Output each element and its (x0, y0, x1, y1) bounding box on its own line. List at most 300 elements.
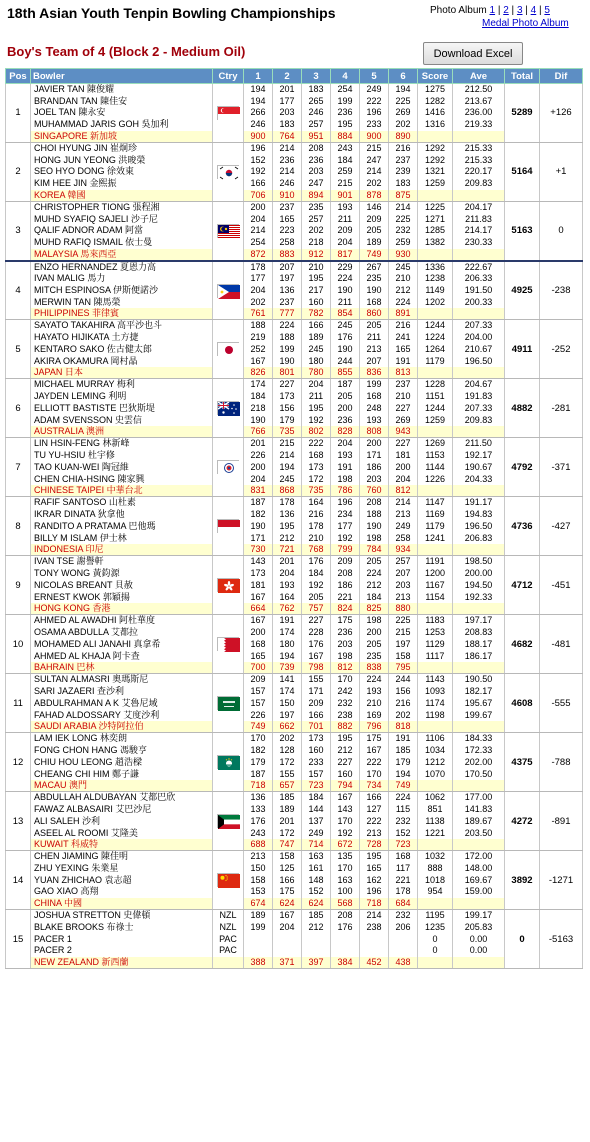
team-game-total: 739 (273, 662, 302, 674)
photo-album-nav: Photo Album 1 | 2 | 3 | 4 | 5 (430, 5, 550, 16)
average: 177.00 (453, 792, 505, 804)
game-score: 196 (244, 142, 273, 154)
game-score: 160 (331, 768, 360, 780)
team-total-row (6, 780, 583, 792)
bowler-row (6, 273, 583, 285)
game-score: 189 (244, 910, 273, 922)
series-score: 1212 (418, 756, 453, 768)
team-game-total: 714 (302, 839, 331, 851)
team-game-total: 824 (331, 603, 360, 615)
series-score: 1147 (418, 497, 453, 509)
series-score: 1259 (418, 178, 453, 190)
average: 192.17 (453, 450, 505, 462)
bowler-row (6, 756, 583, 768)
game-score: 233 (360, 119, 389, 131)
game-score: 204 (273, 568, 302, 580)
game-score: 195 (331, 733, 360, 745)
team-game-total: 828 (331, 426, 360, 438)
bowler-row (6, 107, 583, 119)
game-score: 167 (244, 355, 273, 367)
bowler-row (6, 697, 583, 709)
average: 215.33 (453, 142, 505, 154)
game-score: 223 (273, 225, 302, 237)
average: 207.33 (453, 320, 505, 332)
bowler-row (6, 461, 583, 473)
game-score: 241 (389, 332, 418, 344)
game-score: 164 (302, 497, 331, 509)
bowler-name: ZHU YEXING 朱業星 (31, 863, 213, 875)
bowler-row (6, 142, 583, 154)
team-game-total: 951 (302, 131, 331, 143)
bowler-name: FONG CHON HANG 馮駿亨 (31, 745, 213, 757)
series-score: 1224 (418, 332, 453, 344)
game-score: 202 (244, 296, 273, 308)
country-flag-cell (213, 201, 244, 260)
team-game-total: 796 (360, 721, 389, 733)
game-score: 175 (360, 733, 389, 745)
average: 204.33 (453, 473, 505, 485)
game-score: 187 (244, 497, 273, 509)
game-score: 188 (360, 509, 389, 521)
game-score: 259 (331, 166, 360, 178)
team-game-total: 672 (331, 839, 360, 851)
series-score: 1416 (418, 107, 453, 119)
team-game-total: 943 (389, 426, 418, 438)
team-game-total: 568 (331, 898, 360, 910)
series-score: 1200 (418, 568, 453, 580)
game-score: 215 (389, 627, 418, 639)
bowler-name: IKRAR DINATA 狄拿他 (31, 509, 213, 521)
game-score: 227 (273, 379, 302, 391)
series-score: 1144 (418, 461, 453, 473)
game-score: 202 (273, 733, 302, 745)
game-score (302, 933, 331, 945)
game-score: 208 (331, 910, 360, 922)
bowler-row (6, 509, 583, 521)
game-score: 267 (360, 261, 389, 273)
game-score: 210 (302, 532, 331, 544)
team-ave-blank (453, 957, 505, 969)
col-score: Score (418, 69, 453, 84)
game-score: 177 (244, 273, 273, 285)
team-total-row (6, 603, 583, 615)
game-score: 234 (331, 509, 360, 521)
game-score (273, 933, 302, 945)
team-game-total: 684 (389, 898, 418, 910)
country-flag-cell (213, 142, 244, 201)
game-score: 172 (273, 756, 302, 768)
country-flag-cell (213, 84, 244, 143)
game-score: 156 (389, 686, 418, 698)
average: 190.50 (453, 674, 505, 686)
position-cell: 10 (6, 615, 31, 674)
position-cell: 13 (6, 792, 31, 851)
game-score: 207 (273, 261, 302, 273)
team-total: 4608 (505, 674, 540, 733)
game-score (302, 945, 331, 957)
game-score: 212 (302, 921, 331, 933)
col-ave: Ave (453, 69, 505, 84)
game-score: 199 (360, 379, 389, 391)
position-cell: 11 (6, 674, 31, 733)
bowler-row (6, 945, 583, 957)
game-score: 173 (302, 461, 331, 473)
team-game-total: 700 (244, 662, 273, 674)
bowler-name: MITCH ESPINOSA 伊斯便諾沙 (31, 284, 213, 296)
game-score: 203 (389, 579, 418, 591)
team-score-blank (418, 190, 453, 202)
team-name: MALAYSIA 馬來西亞 (31, 249, 213, 261)
game-score: 181 (244, 579, 273, 591)
bh-flag (217, 637, 239, 651)
game-score: 168 (302, 450, 331, 462)
total-difference: -891 (540, 792, 583, 851)
team-name: HONG KONG 香港 (31, 603, 213, 615)
team-name: INDONESIA 印尼 (31, 544, 213, 556)
game-score: 178 (244, 261, 273, 273)
team-game-total: 764 (273, 131, 302, 143)
my-flag (217, 224, 239, 238)
game-score: 204 (244, 473, 273, 485)
team-total-row (6, 249, 583, 261)
game-score: 248 (360, 402, 389, 414)
country-flag-cell (213, 556, 244, 615)
game-score: 204 (273, 921, 302, 933)
team-game-total: 930 (389, 249, 418, 261)
game-score: 211 (331, 213, 360, 225)
bowler-name: LAM IEK LONG 林奕朗 (31, 733, 213, 745)
bowler-row (6, 638, 583, 650)
bowler-name: ELLIOTT BASTISTE 巴狄斯堤 (31, 402, 213, 414)
game-score: 245 (389, 261, 418, 273)
bowler-name: JOSHUA STRETTON 史偉頓 (31, 910, 213, 922)
game-score: 237 (273, 201, 302, 213)
game-score: 209 (331, 225, 360, 237)
series-score: 1106 (418, 733, 453, 745)
bowler-name: ABDULRAHMAN A K 艾魯尼域 (31, 697, 213, 709)
series-score: 1285 (418, 225, 453, 237)
series-score: 1032 (418, 851, 453, 863)
game-score: 190 (331, 284, 360, 296)
bowler-name: RANDITO A PRATAMA 巴他瑪 (31, 520, 213, 532)
team-ave-blank (453, 662, 505, 674)
team-game-total: 723 (302, 780, 331, 792)
team-game-total: 802 (302, 426, 331, 438)
game-score: 242 (331, 686, 360, 698)
game-score: 155 (302, 674, 331, 686)
series-score: 1259 (418, 414, 453, 426)
col-pos: Pos (6, 69, 31, 84)
series-score: 1018 (418, 874, 453, 886)
album-link-2[interactable]: 2 (503, 5, 509, 16)
game-score: 215 (273, 438, 302, 450)
series-score: 1225 (418, 201, 453, 213)
team-total-row (6, 662, 583, 674)
bowler-row (6, 686, 583, 698)
bowler-row (6, 95, 583, 107)
game-score: 167 (302, 650, 331, 662)
average: 191.83 (453, 391, 505, 403)
bowler-name: ABDULLAH ALDUBAYAN 艾都巴欣 (31, 792, 213, 804)
game-score: 213 (360, 343, 389, 355)
average: 191.17 (453, 497, 505, 509)
average: 199.17 (453, 910, 505, 922)
team-name: KUWAIT 科威特 (31, 839, 213, 851)
bowler-name: MERWIN TAN 陳馬榮 (31, 296, 213, 308)
game-score: 152 (389, 827, 418, 839)
bowler-name: CHIU HOU LEONG 趙浩樑 (31, 756, 213, 768)
bowler-row (6, 237, 583, 249)
bowler-row (6, 473, 583, 485)
team-game-total: 798 (302, 662, 331, 674)
series-score: 1070 (418, 768, 453, 780)
album-link-4[interactable]: 4 (530, 5, 537, 16)
game-score: 185 (273, 792, 302, 804)
series-score: 1167 (418, 579, 453, 591)
game-score: 203 (273, 107, 302, 119)
game-score: 200 (331, 402, 360, 414)
page-title: 18th Asian Youth Tenpin Bowling Championships (7, 5, 336, 21)
team-game-total: 799 (331, 544, 360, 556)
game-score: 212 (389, 284, 418, 296)
game-score: 201 (273, 815, 302, 827)
country-flag-cell (213, 261, 244, 320)
average: 184.33 (453, 733, 505, 745)
series-score: 1093 (418, 686, 453, 698)
bowler-row (6, 709, 583, 721)
col-game-4: 4 (331, 69, 360, 84)
bowler-name: FAWAZ ALBASAIRI 艾巴沙尼 (31, 804, 213, 816)
game-score: 189 (360, 237, 389, 249)
team-total: 4792 (505, 438, 540, 497)
game-score: 166 (273, 874, 302, 886)
game-score: 136 (273, 509, 302, 521)
game-score: 166 (360, 792, 389, 804)
game-score: 222 (360, 756, 389, 768)
average: 213.67 (453, 95, 505, 107)
team-game-total: 868 (273, 485, 302, 497)
team-game-total: 735 (302, 485, 331, 497)
bowler-name: TU YU-HSIU 杜宇修 (31, 450, 213, 462)
game-score: 254 (244, 237, 273, 249)
game-score: 204 (331, 237, 360, 249)
game-score: 184 (331, 154, 360, 166)
team-game-total: 730 (244, 544, 273, 556)
game-score: 213 (389, 509, 418, 521)
average: 209.83 (453, 178, 505, 190)
position-cell: 4 (6, 261, 31, 320)
game-score: 137 (302, 815, 331, 827)
game-score: 175 (273, 886, 302, 898)
game-score: 157 (244, 697, 273, 709)
bowler-row (6, 296, 583, 308)
game-score: 224 (389, 792, 418, 804)
average: 204.67 (453, 379, 505, 391)
game-score: 232 (331, 697, 360, 709)
total-difference: -555 (540, 674, 583, 733)
game-score (244, 933, 273, 945)
bowler-row (6, 627, 583, 639)
download-excel-button[interactable]: Download Excel (423, 42, 523, 65)
game-score: 225 (389, 95, 418, 107)
team-name: AUSTRALIA 澳洲 (31, 426, 213, 438)
game-score: 269 (389, 414, 418, 426)
game-score: 228 (302, 627, 331, 639)
album-link-3[interactable]: 3 (516, 5, 523, 16)
col-game-5: 5 (360, 69, 389, 84)
team-game-total: 784 (360, 544, 389, 556)
team-game-total: 780 (302, 367, 331, 379)
total-difference: -281 (540, 379, 583, 438)
game-score: 212 (360, 579, 389, 591)
average: 159.00 (453, 886, 505, 898)
game-score: 210 (389, 391, 418, 403)
team-total-row (6, 131, 583, 143)
game-score (331, 933, 360, 945)
game-score: 214 (389, 497, 418, 509)
id-flag (217, 519, 239, 533)
game-score: 201 (273, 84, 302, 96)
game-score: 115 (389, 804, 418, 816)
team-score-blank (418, 780, 453, 792)
game-score: 245 (331, 320, 360, 332)
game-score: 258 (389, 532, 418, 544)
game-score: 194 (273, 461, 302, 473)
game-score: 200 (360, 438, 389, 450)
team-total: 4712 (505, 556, 540, 615)
bowler-name: MUHD RAFIQ ISMAIL 依士曼 (31, 237, 213, 249)
game-score: 190 (244, 414, 273, 426)
team-score-blank (418, 131, 453, 143)
game-score: 167 (331, 792, 360, 804)
team-game-total: 836 (360, 367, 389, 379)
game-score: 258 (273, 237, 302, 249)
album-link-5[interactable]: 5 (544, 5, 550, 16)
game-score: 233 (302, 756, 331, 768)
game-score: 191 (273, 615, 302, 627)
bowler-name: LIN HSIN-FENG 林新峰 (31, 438, 213, 450)
game-score: 200 (389, 461, 418, 473)
average: 172.00 (453, 851, 505, 863)
game-score: 169 (360, 709, 389, 721)
game-score: 201 (244, 438, 273, 450)
bowler-name: SEO HYO DONG 徐效東 (31, 166, 213, 178)
country-flag-cell (213, 851, 244, 910)
album-link-1[interactable]: 1 (489, 5, 496, 16)
game-score: 146 (360, 201, 389, 213)
game-score: 229 (331, 261, 360, 273)
game-score: 245 (302, 343, 331, 355)
bowler-row (6, 886, 583, 898)
average: 202.00 (453, 756, 505, 768)
team-score-blank (418, 603, 453, 615)
team-game-total: 855 (331, 367, 360, 379)
game-score: 188 (273, 332, 302, 344)
game-score (389, 945, 418, 957)
game-score: 224 (360, 568, 389, 580)
bowler-row (6, 450, 583, 462)
game-score: 227 (302, 615, 331, 627)
bowler-row (6, 414, 583, 426)
game-score: 249 (389, 520, 418, 532)
game-score: 214 (360, 166, 389, 178)
team-game-total: 735 (273, 426, 302, 438)
team-total-row (6, 957, 583, 969)
game-score: 158 (389, 650, 418, 662)
team-game-total: 872 (244, 249, 273, 261)
game-score: 214 (360, 910, 389, 922)
game-score: 168 (389, 851, 418, 863)
country-code: PAC (213, 933, 244, 945)
game-score: 179 (389, 756, 418, 768)
series-score: 1169 (418, 509, 453, 521)
game-score: 196 (360, 107, 389, 119)
game-score: 200 (360, 627, 389, 639)
team-game-total: 900 (360, 131, 389, 143)
jp-flag (217, 342, 239, 356)
game-score: 206 (389, 921, 418, 933)
country-code: NZL (213, 910, 244, 922)
game-score: 208 (302, 142, 331, 154)
team-name: KOREA 韓國 (31, 190, 213, 202)
game-score: 204 (244, 284, 273, 296)
team-game-total: 826 (244, 367, 273, 379)
medal-album-link[interactable]: Medal Photo Album (482, 18, 569, 29)
average: 186.17 (453, 650, 505, 662)
game-score: 211 (331, 296, 360, 308)
team-name: CHINESE TAIPEI 中華台北 (31, 485, 213, 497)
series-score: 1226 (418, 473, 453, 485)
position-cell: 7 (6, 438, 31, 497)
bowler-name: CHEN JIAMING 陳佳明 (31, 851, 213, 863)
game-score: 178 (273, 497, 302, 509)
game-score: 136 (273, 284, 302, 296)
bowler-name: YUAN ZHICHAO 袁志超 (31, 874, 213, 886)
bowler-name: JAYDEN LEMING 利明 (31, 391, 213, 403)
game-score: 205 (331, 391, 360, 403)
game-score: 192 (244, 166, 273, 178)
game-score: 213 (244, 851, 273, 863)
game-score: 247 (360, 154, 389, 166)
game-score: 225 (389, 213, 418, 225)
game-score: 227 (389, 402, 418, 414)
bowler-name: CHEN CHIA-HSING 陳家興 (31, 473, 213, 485)
game-score: 167 (273, 910, 302, 922)
bowler-row (6, 201, 583, 213)
average: 212.50 (453, 84, 505, 96)
game-score: 235 (360, 650, 389, 662)
team-game-total: 760 (360, 485, 389, 497)
team-score-blank (418, 426, 453, 438)
game-score: 117 (389, 863, 418, 875)
game-score: 186 (360, 461, 389, 473)
average: 204.17 (453, 201, 505, 213)
bowler-name: IVAN MALIG 馬力 (31, 273, 213, 285)
series-score: 1235 (418, 921, 453, 933)
game-score: 194 (244, 95, 273, 107)
average: 211.83 (453, 213, 505, 225)
game-score: 237 (389, 154, 418, 166)
game-score: 204 (302, 379, 331, 391)
bowler-name: PACER 1 (31, 933, 213, 945)
game-score: 238 (331, 709, 360, 721)
game-score: 180 (273, 638, 302, 650)
series-score: 954 (418, 886, 453, 898)
total-difference: -238 (540, 261, 583, 320)
series-score: 1117 (418, 650, 453, 662)
game-score: 243 (244, 827, 273, 839)
series-score: 1062 (418, 792, 453, 804)
